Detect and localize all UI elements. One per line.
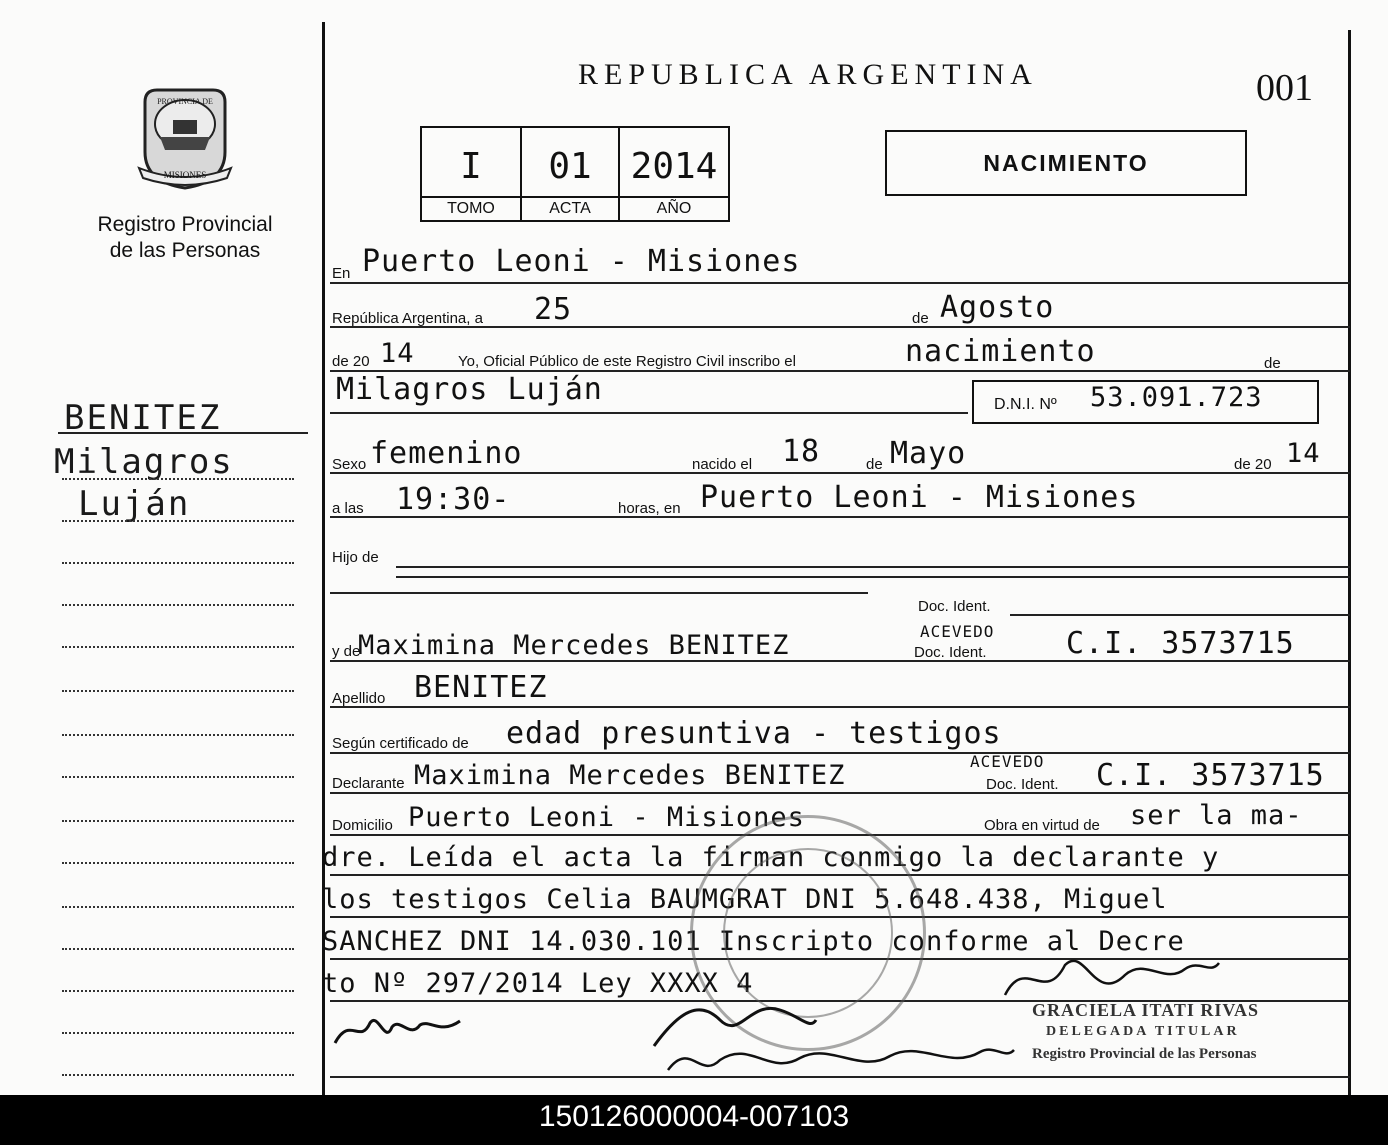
- form-rule: [330, 326, 1350, 328]
- mother-surname-sup: ACEVEDO: [920, 622, 995, 641]
- yo-label: Yo, Oficial Público de este Registro Civil inscribo el: [458, 353, 796, 370]
- year-value: 14: [380, 338, 415, 369]
- inscribo-value: nacimiento: [905, 334, 1096, 369]
- form-rule: [330, 706, 1350, 708]
- tomo-cell: [422, 128, 522, 220]
- margin-surname: BENITEZ: [64, 398, 222, 438]
- mother-doc-value: C.I. 3573715: [1066, 626, 1295, 661]
- de20b-label: de 20: [1234, 456, 1272, 473]
- tomo-value: I: [460, 146, 482, 187]
- registry-line2: de las Personas: [109, 239, 261, 262]
- month-value: Agosto: [940, 290, 1055, 325]
- margin-rule: [62, 1032, 294, 1034]
- body-text-line-2: los testigos Celia BAUMGRAT DNI 5.648.438, Miguel: [322, 884, 1168, 915]
- declarant-signature-icon: [330, 1005, 470, 1055]
- official-title: DELEGADA TITULAR: [1046, 1024, 1240, 1039]
- official-org: Registro Provincial de las Personas: [1032, 1046, 1257, 1062]
- form-rule: [330, 752, 1350, 754]
- domicilio-label: Domicilio: [332, 817, 393, 834]
- declarant-surname-sup: ACEVEDO: [970, 752, 1045, 771]
- form-rule: [396, 566, 1350, 568]
- margin-given-name-1: Milagros: [54, 442, 234, 482]
- hour-value: 19:30-: [396, 482, 511, 517]
- margin-rule: [62, 948, 294, 950]
- mother-name-value: Maximina Mercedes BENITEZ: [358, 630, 790, 661]
- de2-label: de: [1264, 355, 1281, 372]
- margin-rule: [62, 478, 294, 480]
- birth-year-value: 14: [1286, 438, 1321, 469]
- official-name: GRACIELA ITATI RIVAS: [1032, 1000, 1260, 1020]
- acta-label: ACTA: [522, 196, 618, 220]
- form-rule: [330, 592, 868, 594]
- declarant-name-value: Maximina Mercedes BENITEZ: [414, 760, 846, 791]
- margin-rule: [62, 990, 294, 992]
- birth-place-value: Puerto Leoni - Misiones: [700, 480, 1139, 515]
- margin-rule: [62, 862, 294, 864]
- obra-label: Obra en virtud de: [984, 817, 1100, 834]
- birth-month-value: Mayo: [890, 436, 967, 471]
- seal-bottom-text: MISIONES: [163, 170, 207, 180]
- form-rule: [1010, 614, 1350, 616]
- body-text-line-3: SANCHEZ DNI 14.030.101 Inscripto conforme al Decre: [322, 926, 1185, 957]
- declarante-label: Declarante: [332, 775, 405, 792]
- margin-rule: [62, 1074, 294, 1076]
- provincial-seal-icon: [135, 82, 235, 192]
- de20-label: de 20: [332, 353, 370, 370]
- form-rule: [330, 282, 1350, 284]
- margin-rule: [62, 776, 294, 778]
- anio-label: AÑO: [620, 196, 728, 220]
- registry-name: [60, 212, 310, 264]
- obra-value: ser la ma-: [1130, 800, 1303, 831]
- form-rule: [330, 412, 968, 414]
- acta-cell: [522, 128, 620, 220]
- nacido-label: nacido el: [692, 456, 753, 473]
- margin-rule: [62, 562, 294, 564]
- record-table: [420, 126, 730, 222]
- official-signature-icon: [995, 945, 1225, 1015]
- anio-value: 2014: [630, 146, 718, 187]
- anio-cell: [620, 128, 728, 220]
- apellido-label: Apellido: [332, 690, 386, 707]
- segun-label: Según certificado de: [332, 735, 469, 752]
- margin-rule: [62, 690, 294, 692]
- doc-ident3-label: Doc. Ident.: [986, 776, 1059, 793]
- margin-rule: [62, 734, 294, 736]
- witness2-signature-icon: [660, 1030, 1020, 1090]
- declarant-doc-value: C.I. 3573715: [1096, 758, 1325, 793]
- seal-top-text: PROVINCIA DE: [157, 97, 213, 106]
- right-border: [1348, 30, 1351, 1095]
- margin-rule: [62, 820, 294, 822]
- de3-label: de: [866, 456, 883, 473]
- surname-value: BENITEZ: [414, 670, 548, 705]
- sexo-label: Sexo: [332, 456, 367, 473]
- hijo-label: Hijo de: [332, 549, 379, 566]
- dni-box: [972, 380, 1319, 424]
- doc-ident-label: Doc. Ident.: [918, 598, 991, 615]
- form-rule: [330, 472, 1350, 474]
- child-name-value: Milagros Luján: [336, 372, 603, 407]
- margin-rule: [62, 906, 294, 908]
- margin-rule: [58, 432, 308, 434]
- dni-value: 53.091.723: [1090, 382, 1263, 413]
- en-label: En: [332, 265, 351, 282]
- yde-label: y de: [332, 643, 361, 660]
- body-text-line-4: to Nº 297/2014 Ley XXXX 4: [322, 968, 754, 999]
- tomo-label: TOMO: [422, 196, 520, 220]
- document-title: REPUBLICA ARGENTINA: [578, 58, 1038, 91]
- record-type-box: NACIMIENTO: [885, 130, 1247, 196]
- form-rule: [396, 576, 1350, 578]
- sexo-value: femenino: [370, 436, 523, 471]
- document-number: 001: [1256, 67, 1313, 109]
- horas-en-label: horas, en: [618, 500, 681, 517]
- margin-rule: [62, 520, 294, 522]
- place-value: Puerto Leoni - Misiones: [362, 244, 801, 279]
- margin-given-name-2: Luján: [78, 484, 191, 524]
- footer-barcode-number: 150126000004-007103: [0, 1095, 1388, 1145]
- day-value: 25: [534, 292, 573, 327]
- alas-label: a las: [332, 500, 364, 517]
- margin-rule: [62, 604, 294, 606]
- doc-ident2-label: Doc. Ident.: [914, 644, 987, 661]
- acta-value: 01: [548, 146, 592, 187]
- de-label: de: [912, 310, 929, 327]
- registry-line1: Registro Provincial: [97, 213, 273, 236]
- margin-rule: [62, 646, 294, 648]
- address-value: Puerto Leoni - Misiones: [408, 802, 805, 833]
- republica-label: República Argentina, a: [332, 310, 483, 327]
- certificate-value: edad presuntiva - testigos: [506, 716, 1002, 751]
- dni-label: D.N.I. Nº: [994, 396, 1057, 413]
- body-text-line-1: dre. Leída el acta la firman conmigo la declarante y: [322, 842, 1220, 873]
- birth-day-value: 18: [782, 434, 821, 469]
